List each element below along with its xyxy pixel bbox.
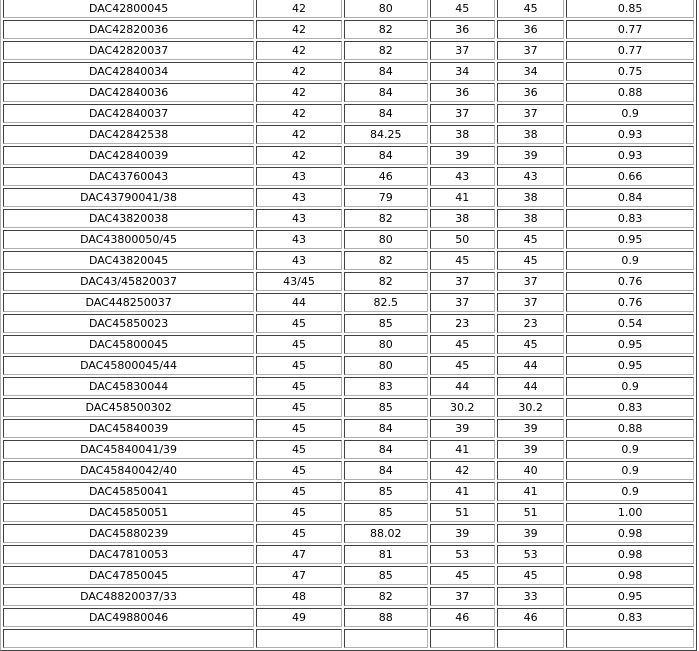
- table-row: [3, 314, 694, 333]
- weight-cell: 0.9: [566, 440, 694, 459]
- weight-cell: 0.75: [566, 62, 694, 81]
- table-row: [3, 104, 694, 123]
- dim-C-cell: 46: [497, 608, 564, 627]
- weight-cell: 0.9: [566, 104, 694, 123]
- dim-d-cell: 45: [256, 461, 342, 480]
- dim-d-cell: 45: [256, 524, 342, 543]
- dim-C-cell: 43: [497, 167, 564, 186]
- dim-C-cell: 39: [497, 419, 564, 438]
- part-number-cell: DAC47810053: [3, 545, 254, 564]
- table-row: [3, 41, 694, 60]
- part-number-cell: DAC43820045: [3, 251, 254, 270]
- dim-B-cell: 37: [430, 104, 495, 123]
- dim-D-cell: 84: [344, 146, 428, 165]
- table-row: [3, 20, 694, 39]
- dim-D-cell: 83: [344, 377, 428, 396]
- dim-d-cell: 42: [256, 125, 342, 144]
- dim-C-cell: 23: [497, 314, 564, 333]
- weight-cell: 0.9: [566, 377, 694, 396]
- weight-cell: 0.9: [566, 482, 694, 501]
- dim-D-cell: 79: [344, 188, 428, 207]
- dim-B-cell: 37: [430, 41, 495, 60]
- dim-D-cell: 82: [344, 272, 428, 291]
- dim-B-cell: 36: [430, 83, 495, 102]
- dim-D-cell: 82: [344, 209, 428, 228]
- dim-C-cell: 36: [497, 20, 564, 39]
- dim-B-cell: 45: [430, 356, 495, 375]
- dim-B-cell: 34: [430, 62, 495, 81]
- table-row: [3, 566, 694, 585]
- dim-d-cell: 42: [256, 146, 342, 165]
- table-row: [3, 608, 694, 627]
- dim-B-cell: 45: [430, 251, 495, 270]
- dim-d-cell: 42: [256, 20, 342, 39]
- dim-B-cell: 41: [430, 482, 495, 501]
- dim-d-cell: 48: [256, 587, 342, 606]
- table-row: [3, 629, 694, 648]
- weight-cell: 0.95: [566, 356, 694, 375]
- dim-C-cell: 37: [497, 104, 564, 123]
- weight-cell: 0.95: [566, 587, 694, 606]
- dim-d-cell: 45: [256, 482, 342, 501]
- dim-C-cell: 45: [497, 251, 564, 270]
- weight-cell: 0.77: [566, 20, 694, 39]
- dim-C-cell: 37: [497, 272, 564, 291]
- weight-cell: 0.95: [566, 230, 694, 249]
- weight-cell: 0.93: [566, 146, 694, 165]
- part-number-cell: DAC42840034: [3, 62, 254, 81]
- table-row: [3, 167, 694, 186]
- table-row: [3, 524, 694, 543]
- dim-D-cell: 80: [344, 356, 428, 375]
- dim-C-cell: 37: [497, 293, 564, 312]
- dim-D-cell: 84: [344, 419, 428, 438]
- dim-d-cell: [256, 629, 342, 648]
- part-number-cell: DAC42840039: [3, 146, 254, 165]
- table-row: [3, 503, 694, 522]
- part-number-cell: DAC43800050/45: [3, 230, 254, 249]
- part-number-cell: DAC45830044: [3, 377, 254, 396]
- dim-C-cell: 33: [497, 587, 564, 606]
- dim-D-cell: 84: [344, 461, 428, 480]
- table-row: [3, 209, 694, 228]
- table-row: [3, 377, 694, 396]
- dim-D-cell: 88.02: [344, 524, 428, 543]
- table-row: [3, 545, 694, 564]
- part-number-cell: DAC45850051: [3, 503, 254, 522]
- dim-d-cell: 45: [256, 377, 342, 396]
- dim-D-cell: 81: [344, 545, 428, 564]
- dim-D-cell: 82: [344, 251, 428, 270]
- dim-B-cell: 43: [430, 167, 495, 186]
- dim-D-cell: [344, 629, 428, 648]
- part-number-cell: DAC45800045/44: [3, 356, 254, 375]
- dim-d-cell: 42: [256, 62, 342, 81]
- part-number-cell: DAC48820037/33: [3, 587, 254, 606]
- weight-cell: 0.66: [566, 167, 694, 186]
- dim-B-cell: 45: [430, 335, 495, 354]
- dim-C-cell: 30.2: [497, 398, 564, 417]
- dim-D-cell: 84: [344, 83, 428, 102]
- dim-d-cell: 47: [256, 566, 342, 585]
- dim-C-cell: 41: [497, 482, 564, 501]
- dim-d-cell: 43: [256, 230, 342, 249]
- table-row: [3, 419, 694, 438]
- part-number-cell: DAC42820037: [3, 41, 254, 60]
- dim-C-cell: 45: [497, 0, 564, 18]
- dim-D-cell: 84: [344, 440, 428, 459]
- table-row: [3, 482, 694, 501]
- dim-C-cell: 34: [497, 62, 564, 81]
- dim-d-cell: 45: [256, 440, 342, 459]
- dim-B-cell: 51: [430, 503, 495, 522]
- table-row: [3, 188, 694, 207]
- dim-B-cell: 44: [430, 377, 495, 396]
- dim-d-cell: 45: [256, 419, 342, 438]
- dim-B-cell: 41: [430, 188, 495, 207]
- weight-cell: 0.54: [566, 314, 694, 333]
- dim-B-cell: [430, 629, 495, 648]
- dim-D-cell: 82: [344, 587, 428, 606]
- table-row: [3, 272, 694, 291]
- dim-d-cell: 47: [256, 545, 342, 564]
- dim-D-cell: 85: [344, 314, 428, 333]
- dim-C-cell: 38: [497, 209, 564, 228]
- part-number-cell: DAC43820038: [3, 209, 254, 228]
- dim-C-cell: 39: [497, 146, 564, 165]
- part-number-cell: [3, 629, 254, 648]
- dim-D-cell: 46: [344, 167, 428, 186]
- dim-d-cell: 42: [256, 41, 342, 60]
- dim-d-cell: 45: [256, 503, 342, 522]
- table-row: [3, 83, 694, 102]
- table-row: [3, 587, 694, 606]
- dim-D-cell: 80: [344, 230, 428, 249]
- table-row: [3, 146, 694, 165]
- dim-B-cell: 45: [430, 566, 495, 585]
- weight-cell: 0.98: [566, 566, 694, 585]
- dim-D-cell: 84: [344, 62, 428, 81]
- dim-d-cell: 45: [256, 356, 342, 375]
- dim-D-cell: 84.25: [344, 125, 428, 144]
- table-row: [3, 251, 694, 270]
- dim-B-cell: 45: [430, 0, 495, 18]
- table-row: [3, 230, 694, 249]
- dim-B-cell: 39: [430, 146, 495, 165]
- part-number-cell: DAC45880239: [3, 524, 254, 543]
- table-row: [3, 293, 694, 312]
- dim-C-cell: 45: [497, 566, 564, 585]
- weight-cell: 0.98: [566, 524, 694, 543]
- table-row: [3, 0, 694, 18]
- part-number-cell: DAC49880046: [3, 608, 254, 627]
- weight-cell: 0.9: [566, 461, 694, 480]
- part-number-cell: DAC458500302: [3, 398, 254, 417]
- dim-d-cell: 43: [256, 188, 342, 207]
- dim-C-cell: 39: [497, 524, 564, 543]
- part-number-cell: DAC45840042/40: [3, 461, 254, 480]
- dim-B-cell: 39: [430, 524, 495, 543]
- weight-cell: 0.83: [566, 398, 694, 417]
- dim-D-cell: 84: [344, 104, 428, 123]
- dim-C-cell: [497, 629, 564, 648]
- weight-cell: 0.83: [566, 209, 694, 228]
- dim-d-cell: 43/45: [256, 272, 342, 291]
- dim-D-cell: 85: [344, 566, 428, 585]
- table-row: [3, 461, 694, 480]
- weight-cell: 0.98: [566, 545, 694, 564]
- dim-C-cell: 36: [497, 83, 564, 102]
- dim-D-cell: 80: [344, 0, 428, 18]
- dim-d-cell: 45: [256, 398, 342, 417]
- dim-B-cell: 37: [430, 293, 495, 312]
- dim-B-cell: 42: [430, 461, 495, 480]
- table-row: [3, 356, 694, 375]
- part-number-cell: DAC42820036: [3, 20, 254, 39]
- table-row: [3, 125, 694, 144]
- dim-B-cell: 38: [430, 209, 495, 228]
- part-number-cell: DAC43/45820037: [3, 272, 254, 291]
- dim-B-cell: 38: [430, 125, 495, 144]
- dim-D-cell: 82: [344, 41, 428, 60]
- dim-D-cell: 88: [344, 608, 428, 627]
- dim-d-cell: 42: [256, 104, 342, 123]
- weight-cell: 0.88: [566, 419, 694, 438]
- dim-D-cell: 85: [344, 398, 428, 417]
- table-body: [3, 0, 694, 648]
- part-number-cell: DAC45840039: [3, 419, 254, 438]
- part-number-cell: DAC45850023: [3, 314, 254, 333]
- dim-B-cell: 53: [430, 545, 495, 564]
- part-number-cell: DAC45850041: [3, 482, 254, 501]
- dim-d-cell: 45: [256, 335, 342, 354]
- part-number-cell: DAC43790041/38: [3, 188, 254, 207]
- dim-B-cell: 41: [430, 440, 495, 459]
- weight-cell: 0.83: [566, 608, 694, 627]
- weight-cell: 0.9: [566, 251, 694, 270]
- weight-cell: [566, 629, 694, 648]
- dim-D-cell: 85: [344, 482, 428, 501]
- part-number-cell: DAC42842538: [3, 125, 254, 144]
- weight-cell: 0.88: [566, 83, 694, 102]
- dim-D-cell: 82: [344, 20, 428, 39]
- weight-cell: 0.76: [566, 293, 694, 312]
- dim-C-cell: 40: [497, 461, 564, 480]
- dim-B-cell: 36: [430, 20, 495, 39]
- dim-D-cell: 80: [344, 335, 428, 354]
- dim-B-cell: 50: [430, 230, 495, 249]
- dim-d-cell: 49: [256, 608, 342, 627]
- dim-d-cell: 42: [256, 83, 342, 102]
- table-row: [3, 62, 694, 81]
- dim-d-cell: 44: [256, 293, 342, 312]
- dim-B-cell: 23: [430, 314, 495, 333]
- dim-d-cell: 43: [256, 167, 342, 186]
- table-row: [3, 398, 694, 417]
- dim-d-cell: 42: [256, 0, 342, 18]
- part-number-cell: DAC45840041/39: [3, 440, 254, 459]
- dim-B-cell: 39: [430, 419, 495, 438]
- dim-C-cell: 44: [497, 356, 564, 375]
- weight-cell: 0.85: [566, 0, 694, 18]
- dim-D-cell: 82.5: [344, 293, 428, 312]
- dim-C-cell: 53: [497, 545, 564, 564]
- weight-cell: 0.95: [566, 335, 694, 354]
- dim-B-cell: 37: [430, 272, 495, 291]
- dim-B-cell: 30.2: [430, 398, 495, 417]
- part-number-cell: DAC42840036: [3, 83, 254, 102]
- dim-C-cell: 37: [497, 41, 564, 60]
- part-number-cell: DAC47850045: [3, 566, 254, 585]
- dim-C-cell: 45: [497, 230, 564, 249]
- part-number-cell: DAC42840037: [3, 104, 254, 123]
- weight-cell: 0.76: [566, 272, 694, 291]
- dim-C-cell: 51: [497, 503, 564, 522]
- dim-C-cell: 39: [497, 440, 564, 459]
- table-row: [3, 335, 694, 354]
- weight-cell: 0.93: [566, 125, 694, 144]
- dim-B-cell: 46: [430, 608, 495, 627]
- dim-B-cell: 37: [430, 587, 495, 606]
- dim-C-cell: 44: [497, 377, 564, 396]
- weight-cell: 0.84: [566, 188, 694, 207]
- dim-D-cell: 85: [344, 503, 428, 522]
- dim-C-cell: 45: [497, 335, 564, 354]
- part-number-cell: DAC43760043: [3, 167, 254, 186]
- dim-d-cell: 45: [256, 314, 342, 333]
- weight-cell: 0.77: [566, 41, 694, 60]
- weight-cell: 1.00: [566, 503, 694, 522]
- dim-C-cell: 38: [497, 188, 564, 207]
- table-row: [3, 440, 694, 459]
- part-number-cell: DAC448250037: [3, 293, 254, 312]
- part-number-cell: DAC45800045: [3, 335, 254, 354]
- dim-d-cell: 43: [256, 209, 342, 228]
- part-number-cell: DAC42800045: [3, 0, 254, 18]
- dim-d-cell: 43: [256, 251, 342, 270]
- dim-C-cell: 38: [497, 125, 564, 144]
